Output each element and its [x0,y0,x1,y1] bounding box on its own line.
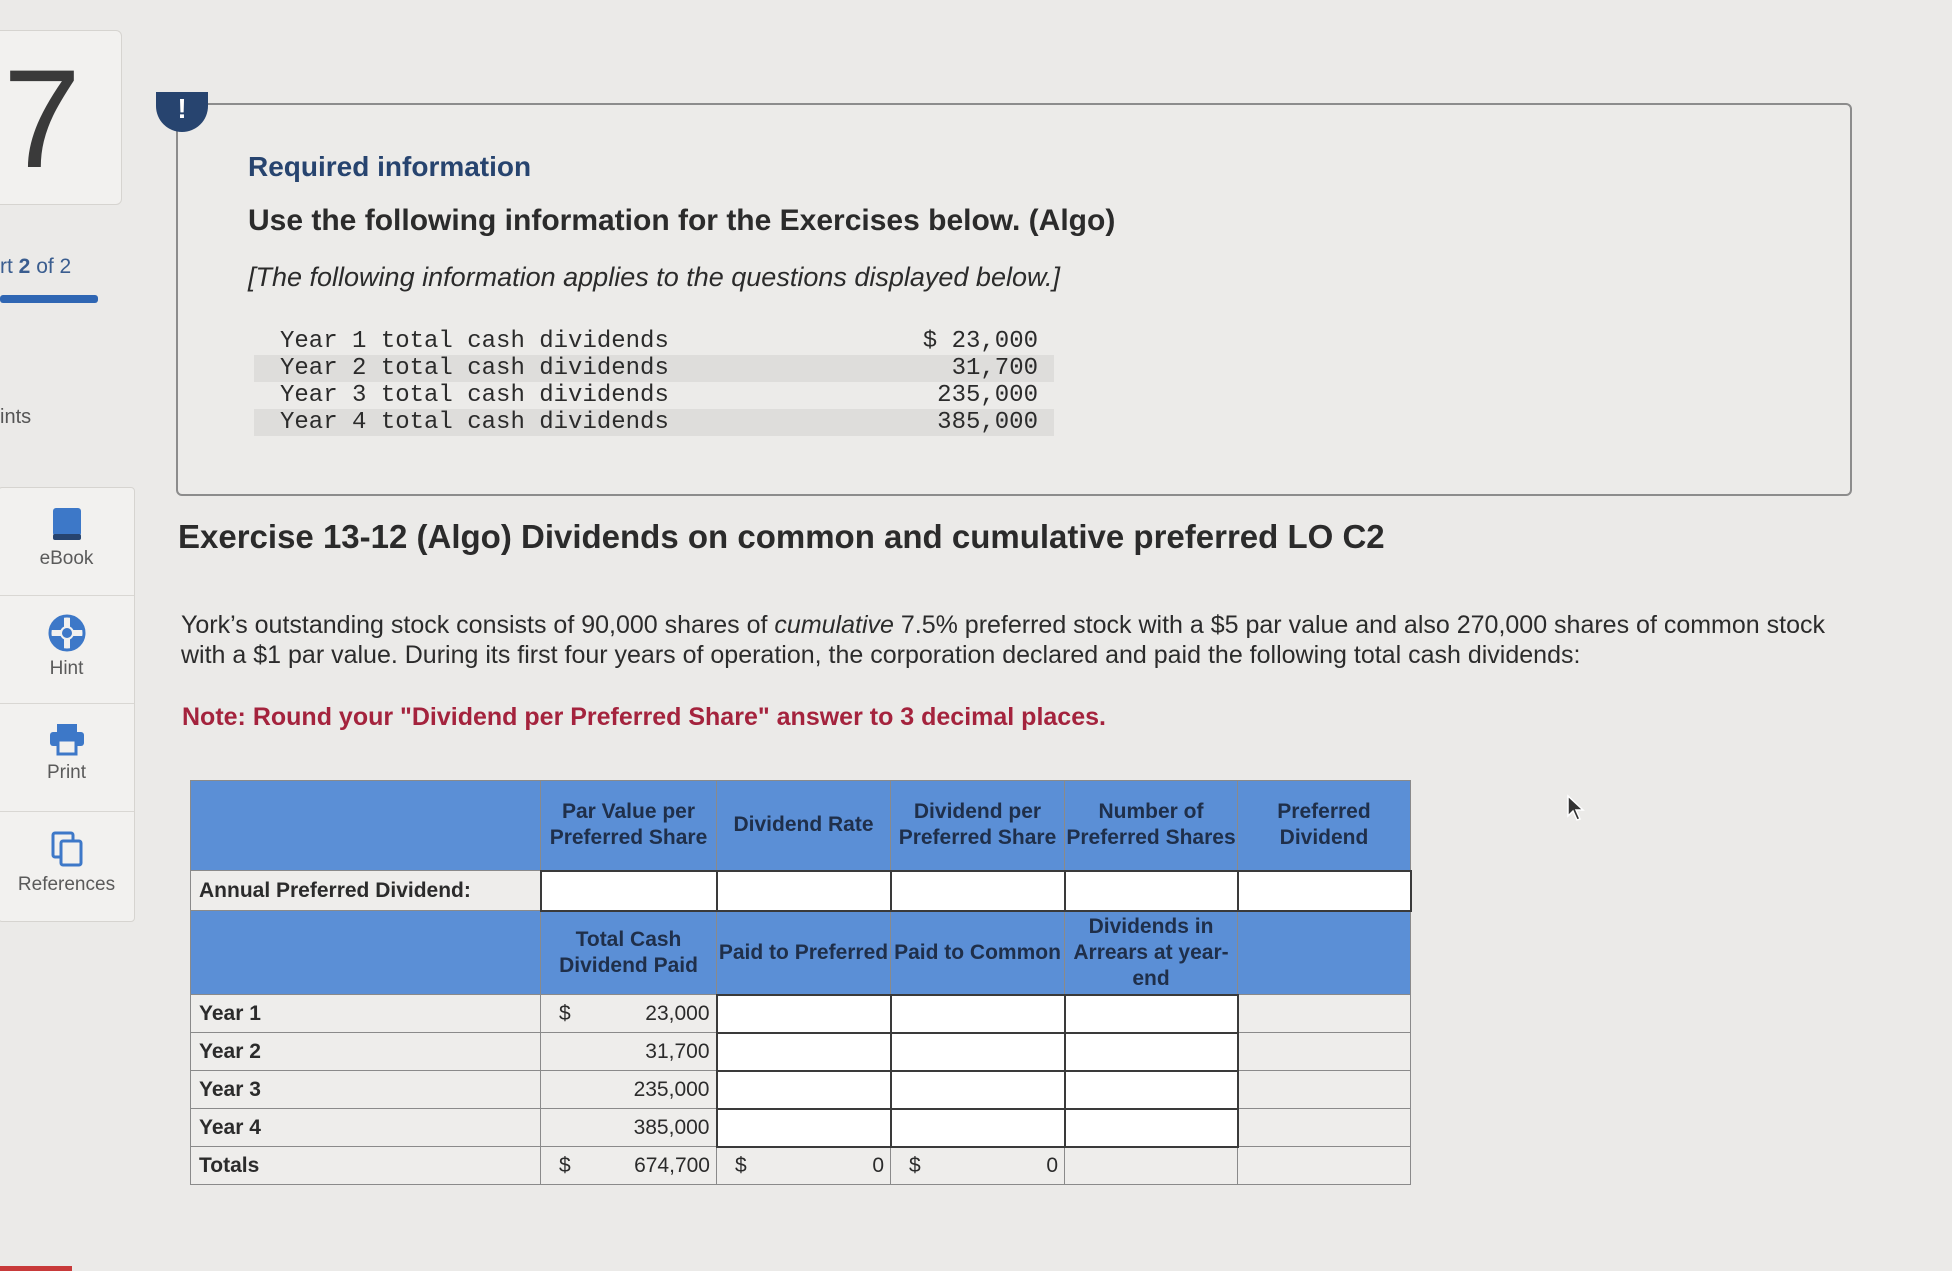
question-number: 7 [0,30,122,205]
dividend-row: Year 4 total cash dividends 385,000 [254,409,1054,436]
paid-common-input[interactable] [891,1071,1065,1109]
paid-preferred-total: $ 0 [717,1147,891,1185]
points-label: ints [0,406,32,428]
paid-common-input[interactable] [891,1033,1065,1071]
header-par-value: Par Value per Preferred Share [541,781,717,871]
part-prefix: rt [0,255,13,278]
alert-icon: ! [156,92,208,132]
info-applies-text: [The following information applies to the questions displayed below.] [248,262,1060,292]
header-total-cash: Total Cash Dividend Paid [541,911,717,995]
hint-icon [48,614,86,652]
header-dividend-rate: Dividend Rate [717,781,891,871]
hint-button[interactable] [0,596,134,704]
ebook-label: eBook [39,548,94,569]
rounding-note: Note: Round your "Dividend per Preferred Share" answer to 3 decimal places. [182,703,1106,731]
table-row: Year 3 235,000 [191,1071,1411,1109]
header-paid-common: Paid to Common [891,911,1065,995]
header-blank [1238,911,1411,995]
arrears-input[interactable] [1065,1071,1238,1109]
totals-row: Totals $ 674,700 $ 0 $ 0 [191,1147,1411,1185]
tools-panel [0,487,135,922]
arrears-input[interactable] [1065,995,1238,1033]
paid-common-input[interactable] [891,1109,1065,1147]
total-cash-value: 235,000 [541,1071,717,1109]
print-label: Print [46,762,87,783]
references-icon [49,830,85,868]
dividend-row: Year 3 total cash dividends 235,000 [280,382,1038,409]
total-cash-sum: $ 674,700 [541,1147,717,1185]
red-indicator [0,1266,72,1271]
dividend-rate-input[interactable] [717,871,891,911]
header-arrears: Dividends in Arrears at year-end [1065,911,1238,995]
paid-common-total: $ 0 [891,1147,1065,1185]
header-dividend-per-share: Dividend per Preferred Share [891,781,1065,871]
total-cash-value: 31,700 [541,1033,717,1071]
dividend-row: Year 2 total cash dividends 31,700 [254,355,1054,382]
total-cash-value: 385,000 [541,1109,717,1147]
part-current: 2 [18,255,31,278]
dividend-list [254,328,1054,436]
mouse-cursor-icon [1566,794,1586,822]
part-progress-bar [0,295,98,303]
part-total: of 2 [36,255,72,278]
arrears-input[interactable] [1065,1109,1238,1147]
table-row: Year 2 31,700 [191,1033,1411,1071]
hint-label: Hint [49,658,84,679]
paid-preferred-input[interactable] [717,1033,891,1071]
exercise-description: York’s outstanding stock consists of 90,000 shares of cumulative 7.5% preferred stock with a $5 par value and also 270,000 shares of common stock with a $1 par value. During its first four years of operation, the corporation declared and paid the following total cash dividends: [181,611,1825,669]
dividend-row: Year 1 total cash dividends $ 23,000 [280,328,1038,355]
table-row: Year 4 385,000 [191,1109,1411,1147]
print-button[interactable] [0,704,134,812]
header-blank [191,911,541,995]
annual-dividend-label: Annual Preferred Dividend: [191,871,541,911]
references-button[interactable] [0,812,134,920]
ebook-icon [50,506,84,542]
exercise-title: Exercise 13-12 (Algo) Dividends on common and cumulative preferred LO C2 [178,518,1385,555]
references-label: References [17,874,116,895]
paid-preferred-input[interactable] [717,1109,891,1147]
table-row: Year 1 $ 23,000 [191,995,1411,1033]
header-paid-preferred: Paid to Preferred [717,911,891,995]
info-heading: Use the following information for the Exercises below. (Algo) [248,204,1116,237]
number-of-shares-input[interactable] [1065,871,1238,911]
print-icon [48,722,86,756]
header-number-of-shares: Number of Preferred Shares [1065,781,1238,871]
total-cash-value: $ 23,000 [541,995,717,1033]
dividend-per-share-input[interactable] [891,871,1065,911]
paid-preferred-input[interactable] [717,1071,891,1109]
preferred-dividend-input[interactable] [1238,871,1411,911]
part-indicator [0,255,71,279]
ebook-button[interactable] [0,488,134,596]
dividend-table [190,780,1412,1185]
required-info-title: Required information [248,151,532,182]
header-blank [191,781,541,871]
paid-common-input[interactable] [891,995,1065,1033]
par-value-input[interactable] [541,871,717,911]
header-preferred-dividend: Preferred Dividend [1238,781,1411,871]
arrears-input[interactable] [1065,1033,1238,1071]
paid-preferred-input[interactable] [717,995,891,1033]
